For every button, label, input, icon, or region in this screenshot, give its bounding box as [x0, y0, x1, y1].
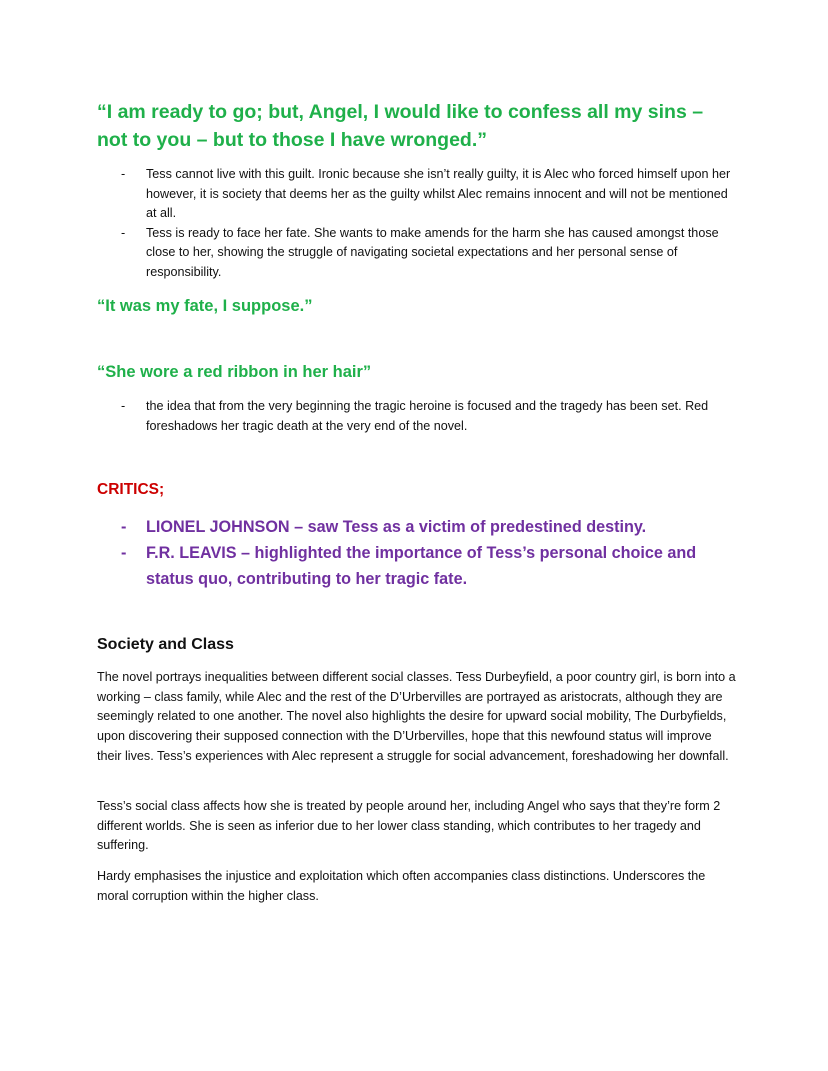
quote-heading-fate: “It was my fate, I suppose.” — [97, 297, 313, 315]
critics-list — [97, 514, 737, 592]
paragraph: The novel portrays inequalities between different social classes. Tess Durbeyfield, a poor country girl, is born into a working – class family, while Alec and the rest of the D’Urbervilles are portrayed as aristocrats, although they are seemingly related to one another. The novel also highlights the desire for upward social mobility, The Durbyfields, upon discovering their supposed connection with the D’Urbervilles, hope that this newfound status will improve their lives. Tess’s experiences with Alec represent a struggle for social advancement, foreshadowing her downfall. — [97, 670, 736, 763]
critic-item — [97, 514, 737, 540]
paragraph: Hardy emphasises the injustice and exploitation which often accompanies class distinctions. Underscores the moral corruption within the higher class. — [97, 869, 706, 903]
critic-text: LIONEL JOHNSON – saw Tess as a victim of predestined destiny. — [146, 518, 647, 536]
list-item — [97, 165, 737, 224]
bullet-dash: - — [121, 225, 126, 240]
critic-item — [97, 540, 737, 592]
critics-heading: CRITICS; — [97, 481, 165, 498]
list-item — [97, 224, 737, 283]
bullet-text: Tess is ready to face her fate. She wants to make amends for the harm she has caused amongst those close to her, showing the struggle of navigating societal expectations and her personal sense of responsibility. — [146, 225, 719, 279]
list-item — [97, 397, 737, 436]
section-heading-society: Society and Class — [97, 636, 234, 653]
quote-red-ribbon-notes — [97, 397, 737, 436]
quote-confess-notes — [97, 165, 737, 282]
bullet-dash: - — [121, 544, 127, 562]
bullet-dash: - — [121, 399, 126, 413]
bullet-text: the idea that from the very beginning the tragic heroine is focused and the tragedy has been set. Red foreshadows her tragic death at the very end of the novel. — [146, 399, 709, 433]
quote-heading-red-ribbon: “She wore a red ribbon in her hair” — [97, 363, 372, 381]
critic-text: F.R. LEAVIS – highlighted the importance of Tess’s personal choice and status quo, contributing to her tragic fate. — [146, 544, 697, 588]
bullet-dash: - — [121, 518, 127, 536]
quote-heading-confess: “I am ready to go; but, Angel, I would like to confess all my sins – not to you – but to those I have wronged.” — [97, 101, 704, 151]
bullet-dash: - — [121, 167, 126, 181]
bullet-text: Tess cannot live with this guilt. Ironic because she isn’t really guilty, it is Alec who forced himself upon her however, it is society that deems her as the guilty whilst Alec remains innocent and will not be mentioned at all. — [146, 167, 731, 220]
paragraph: Tess’s social class affects how she is treated by people around her, including Angel who says that they’re form 2 different worlds. She is seen as inferior due to her lower class standing, which contributes to her tragedy and suffering. — [97, 799, 721, 853]
